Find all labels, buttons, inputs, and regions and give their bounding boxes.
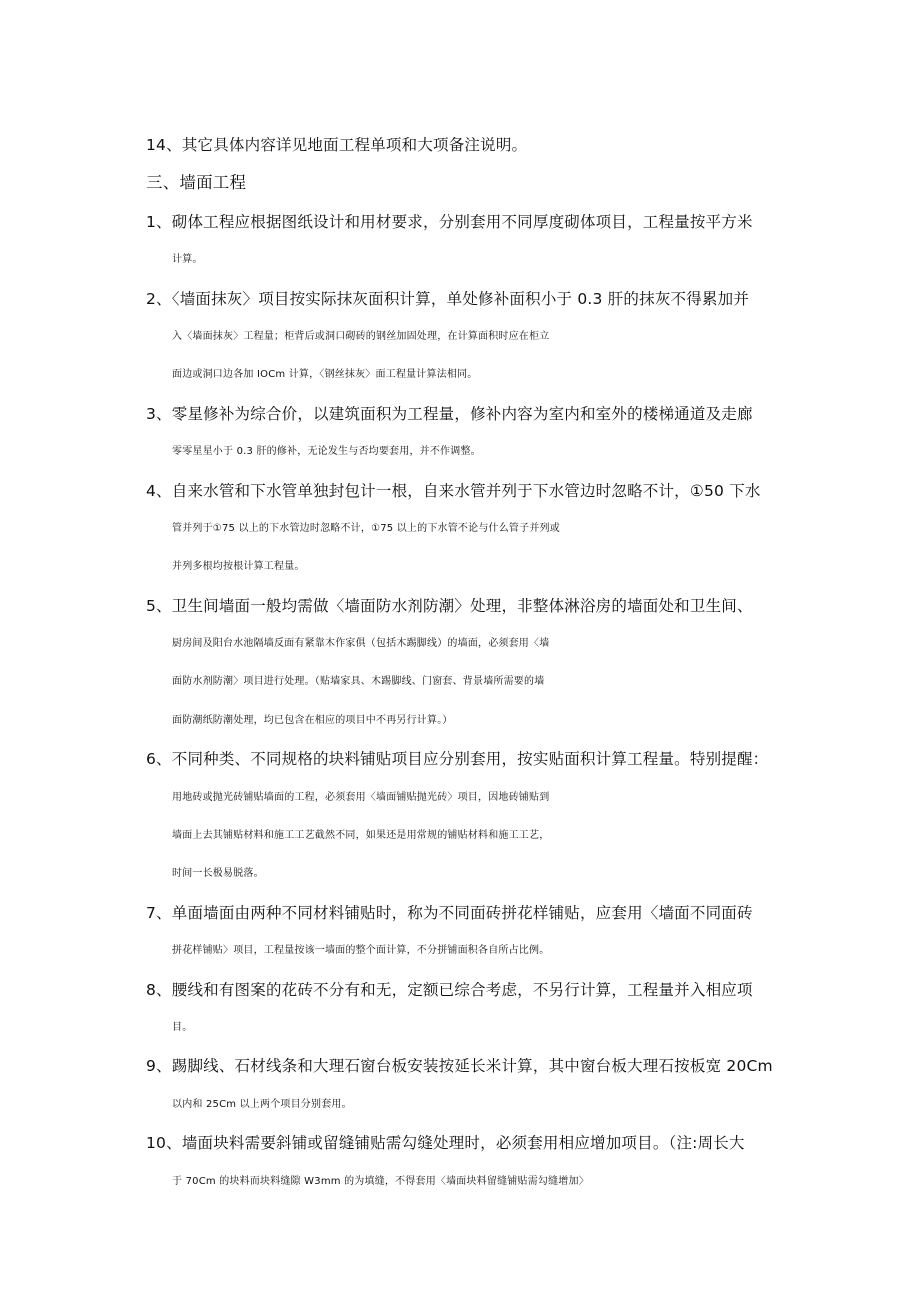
text-line: 4、自来水管和下水管单独封包计一根，自来水管并列于下水管边时忽略不计，①50 下水 — [146, 481, 761, 500]
text-line: 14、其它具体内容详见地面工程单项和大项备注说明。 — [146, 136, 528, 154]
text-line: 并列多根均按根计算工程量。 — [172, 561, 305, 573]
text-line: 墙面上去其铺贴材料和施工工艺截然不同，如果还是用常规的铺贴材料和施工工艺， — [172, 830, 550, 842]
text-line: 9、踢脚线、石材线条和大理石窗台板安装按延长米计算，其中窗台板大理石按板宽 20Cm — [146, 1057, 773, 1076]
text-line: 时间一长极易脱落。 — [172, 868, 264, 880]
text-line: 5、卫生间墙面一般均需做〈墙面防水剂防潮〉处理，非整体淋浴房的墙面处和卫生间、 — [146, 596, 753, 615]
text-line: 1、砌体工程应根据图纸设计和用材要求，分别套用不同厚度砌体项目，工程量按平方米 — [146, 212, 753, 231]
text-line: 以内和 25Cm 以上两个项目分别套用。 — [172, 1098, 352, 1110]
text-line: 10、墙面块料需要斜铺或留缝铺贴需勾缝处理时，必须套用相应增加项目。（注:周长大 — [146, 1134, 745, 1153]
document-body — [146, 133, 822, 1208]
text-line: 目。 — [172, 1021, 193, 1033]
text-line: 2、〈墙面抹灰〉项目按实际抹灰面积计算，单处修补面积小于 0.3 肝的抹灰不得累加并 — [146, 289, 750, 308]
text-line: 于 70Cm 的块料而块料缝隙 W3mm 的为填缝，不得套用〈墙面块料留缝铺贴需勾缝增加〉 — [172, 1175, 589, 1187]
text-line: 3、零星修补为综合价，以建筑面积为工程量，修补内容为室内和室外的楼梯通道及走廊 — [146, 404, 753, 423]
text-line: 入〈墙面抹灰〉工程量；柜背后或洞口砌砖的钢丝加固处理，在计算面积时应在柜立 — [172, 330, 550, 342]
text-line: 零零星星小于 0.3 肝的修补，无论发生与否均要套用，并不作调整。 — [172, 446, 481, 458]
text-line: 7、单面墙面由两种不同材料铺贴时，称为不同面砖拼花样铺贴，应套用〈墙面不同面砖 — [146, 903, 753, 922]
text-line: 厨房间及阳台水池隔墙反面有紧靠木作家俱（包括木踢脚线）的墙面，必须套用〈墙 — [172, 638, 550, 650]
text-line: 管并列于①75 以上的下水管边时忽略不计，①75 以上的下水管不论与什么管子并列或 — [172, 522, 560, 534]
text-line: 面边或洞口边各加 IOCm 计算，〈钢丝抹灰〉面工程量计算法相同。 — [172, 369, 478, 381]
text-line: 拼花样铺贴〉项目，工程量按该一墙面的整个面计算，不分拼铺面积各自所占比例。 — [172, 945, 550, 957]
text-line: 面防潮纸防潮处理，均已包含在相应的项目中不再另行计算。） — [172, 714, 453, 726]
text-line: 面防水剂防潮〉项目进行处理。（贴墙家具、木踢脚线、门窗套、背景墙所需要的墙 — [172, 676, 545, 688]
text-line: 用地砖或抛光砖铺贴墙面的工程，必须套用〈墙面铺贴抛光砖〉项目，因地砖铺贴到 — [172, 791, 550, 803]
text-line: 6、不同种类、不同规格的块料铺贴项目应分别套用，按实贴面积计算工程量。特别提醒： — [146, 750, 769, 769]
section-heading: 三、墙面工程 — [146, 173, 247, 193]
text-line: 计算。 — [172, 254, 203, 266]
text-line: 8、腰线和有图案的花砖不分有和无，定额已综合考虑，不另行计算，工程量并入相应项 — [146, 980, 753, 999]
